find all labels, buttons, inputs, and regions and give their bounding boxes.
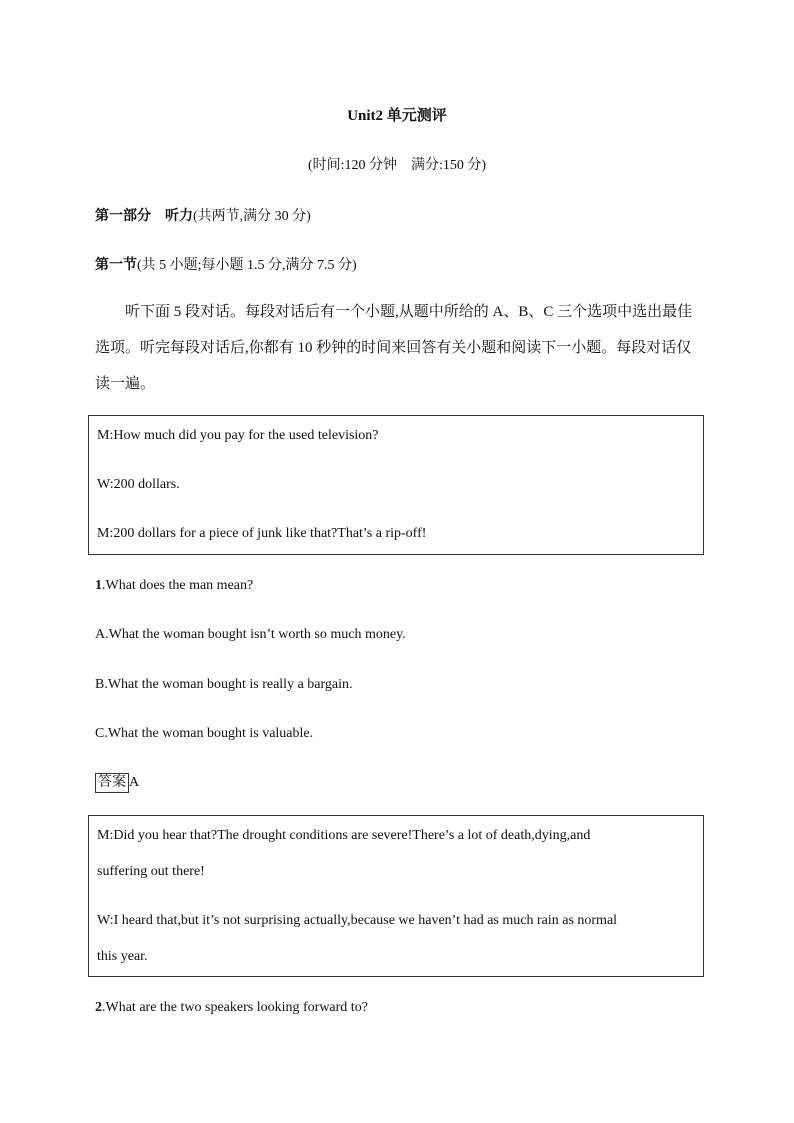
dialogue-1-line: W:200 dollars. bbox=[97, 477, 180, 492]
question-1 bbox=[95, 578, 253, 594]
section1-heading: 第一节 bbox=[95, 258, 137, 273]
section1-note: (共 5 小题;每小题 1.5 分,满分 7.5 分) bbox=[137, 258, 357, 273]
dialogue-1-box bbox=[88, 415, 704, 555]
answer-value: A bbox=[129, 775, 140, 790]
page-title: Unit2 单元测评 bbox=[347, 108, 447, 124]
question-1-answer bbox=[95, 773, 139, 793]
question-1-option-c: C.What the woman bought is valuable. bbox=[95, 726, 314, 741]
question-1-option-a: A.What the woman bought isn’t worth so much money. bbox=[95, 627, 406, 642]
listening-instructions: 听下面 5 段对话。每段对话后有一个小题,从题中所给的 A、B、C 三个选项中选出最佳选项。听完每段对话后,你都有 10 秒钟的时间来回答有关小题和阅读下一小题。每段对话仅读一遍。 bbox=[95, 304, 693, 392]
part1-heading-line bbox=[95, 205, 311, 225]
dialogue-1-line: M:How much did you pay for the used television? bbox=[97, 428, 379, 443]
dialogue-2-line: W:I heard that,but it’s not surprising actually,because we haven’t had as much rain as normal bbox=[97, 913, 618, 928]
question-2-number: 2 bbox=[95, 1000, 102, 1015]
question-2 bbox=[95, 1000, 368, 1016]
section1-heading-line bbox=[95, 254, 357, 274]
question-1-option-b: B.What the woman bought is really a bargain. bbox=[95, 677, 353, 692]
dialogue-2-line: M:Did you hear that?The drought conditions are severe!There’s a lot of death,dying,and bbox=[97, 828, 591, 843]
dialogue-2-line: this year. bbox=[97, 949, 148, 964]
part1-note: (共两节,满分 30 分) bbox=[193, 209, 311, 224]
question-1-number: 1 bbox=[95, 578, 102, 593]
question-1-text: .What does the man mean? bbox=[102, 578, 254, 593]
part1-heading: 第一部分 听力 bbox=[95, 209, 193, 224]
dialogue-1-line: M:200 dollars for a piece of junk like that?That’s a rip-off! bbox=[97, 526, 427, 541]
question-2-text: .What are the two speakers looking forward to? bbox=[102, 1000, 368, 1015]
exam-time-and-score: (时间:120 分钟 满分:150 分) bbox=[307, 158, 487, 173]
answer-label: 答案 bbox=[95, 773, 129, 793]
dialogue-2-line: suffering out there! bbox=[97, 864, 205, 879]
dialogue-2-box bbox=[88, 815, 704, 977]
